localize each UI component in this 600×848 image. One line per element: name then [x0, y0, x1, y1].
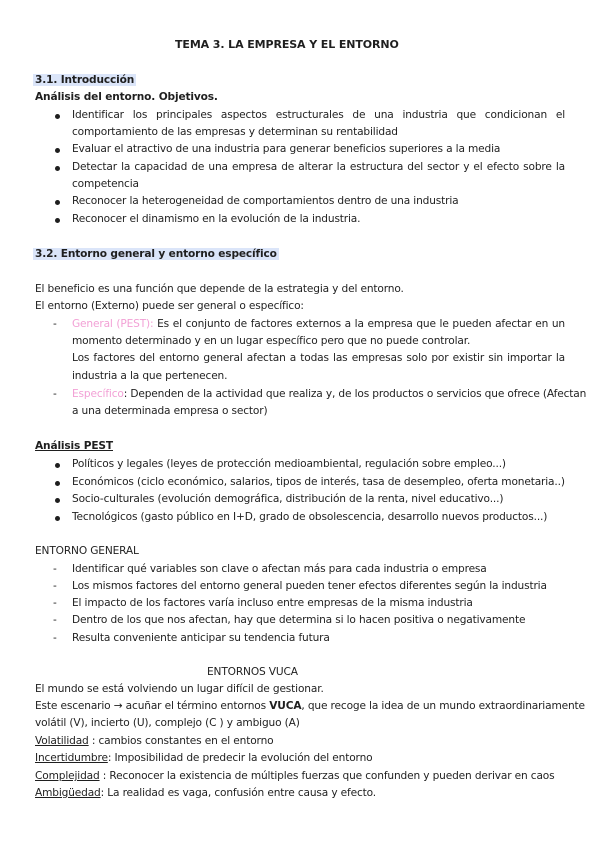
entorno-item: Dentro de los que nos afectan, hay que determina si lo hacen positiva o negativamente — [72, 614, 526, 626]
vuca-paragraph: Este escenario → acuñar el término entornos VUCA, que recoge la idea de un mundo extraordinariamente — [35, 700, 585, 712]
vuca-heading: ENTORNOS VUCA — [207, 666, 298, 678]
list-item: Reconocer el dinamismo en la evolución de la industria. — [72, 213, 361, 225]
pest-item: Políticos y legales (leyes de protección medioambiental, regulación sobre empleo...) — [72, 458, 506, 470]
especifico-definition: Específico: Dependen de la actividad que realiza y, de los productos o servicios que ofrece (Afectan — [72, 388, 587, 400]
vuca-paragraph: El mundo se está volviendo un lugar difícil de gestionar. — [35, 683, 324, 695]
list-item: Evaluar el atractivo de una industria para generar beneficios superiores a la media — [72, 143, 501, 155]
entorno-item: El impacto de los factores varía incluso entre empresas de la misma industria — [72, 597, 473, 609]
pest-item: Socio-culturales (evolución demográfica, distribución de la renta, nivel educativo...) — [72, 493, 504, 505]
dash-marker: - — [53, 563, 57, 575]
dash-marker: - — [53, 614, 57, 626]
vuca-definition: Incertidumbre: Imposibilidad de predecir la evolución del entorno — [35, 752, 373, 764]
bullet — [55, 148, 60, 153]
list-item: Reconocer la heterogeneidad de comportamientos dentro de una industria — [72, 195, 459, 207]
pest-heading: Análisis PEST — [35, 440, 113, 452]
bullet — [55, 166, 60, 171]
entorno-item: Identificar qué variables son clave o afectan más para cada industria o empresa — [72, 563, 487, 575]
entorno-item: Los mismos factores del entorno general pueden tener efectos diferentes según la industria — [72, 580, 547, 592]
bullet — [55, 481, 60, 486]
especifico-label: Específico — [72, 388, 124, 400]
vuca-definition: Ambigüedad: La realidad es vaga, confusión entre causa y efecto. — [35, 787, 377, 799]
general-definition-cont: Los factores del entorno general afectan a todas las empresas solo por existir sin importar la — [72, 352, 565, 364]
list-item: Detectar la capacidad de una empresa de alterar la estructura del sector y el efecto sobre la — [72, 161, 565, 173]
vuca-definition: Complejidad : Reconocer la existencia de múltiples fuerzas que confunden y pueden derivar en caos — [35, 770, 555, 782]
dash-marker: - — [53, 632, 57, 644]
general-definition: General (PEST): Es el conjunto de factores externos a la empresa que le pueden afectar en un — [72, 318, 565, 330]
section-subheading: Análisis del entorno. Objetivos. — [35, 91, 218, 103]
general-label: General (PEST): — [72, 318, 154, 330]
dash-marker: - — [53, 388, 57, 400]
section-heading-3-1: 3.1. Introducción — [35, 74, 135, 86]
general-definition-cont: industria a la que pertenecen. — [72, 370, 228, 382]
especifico-definition-cont: a una determinada empresa o sector) — [72, 405, 268, 417]
general-definition-cont: momento determinado y en un lugar específico pero que no puede controlar. — [72, 335, 471, 347]
section-heading-3-2: 3.2. Entorno general y entorno específico — [35, 248, 277, 260]
bullet — [55, 114, 60, 119]
bullet — [55, 200, 60, 205]
bullet — [55, 498, 60, 503]
entorno-item: Resulta conveniente anticipar su tendencia futura — [72, 632, 330, 644]
dash-marker: - — [53, 318, 57, 330]
bullet — [55, 218, 60, 223]
paragraph: El entorno (Externo) puede ser general o específico: — [35, 300, 304, 312]
pest-item: Económicos (ciclo económico, salarios, tipos de interés, tasa de desempleo, oferta monetaria..) — [72, 476, 565, 488]
pest-item: Tecnológicos (gasto público en I+D, grado de obsolescencia, desarrollo nuevos productos...) — [72, 511, 548, 523]
dash-marker: - — [53, 580, 57, 592]
vuca-definition: Volatilidad : cambios constantes en el entorno — [35, 735, 274, 747]
vuca-paragraph: volátil (V), incierto (U), complejo (C ) y ambiguo (A) — [35, 717, 300, 729]
entorno-general-heading: ENTORNO GENERAL — [35, 545, 139, 557]
bullet — [55, 463, 60, 468]
list-item-cont: competencia — [72, 178, 139, 190]
page-title: TEMA 3. LA EMPRESA Y EL ENTORNO — [175, 38, 399, 51]
paragraph: El beneficio es una función que depende de la estrategia y del entorno. — [35, 283, 404, 295]
dash-marker: - — [53, 597, 57, 609]
list-item: Identificar los principales aspectos estructurales de una industria que condicionan el — [72, 109, 565, 121]
bullet — [55, 516, 60, 521]
list-item-cont: comportamiento de las empresas y determinan su rentabilidad — [72, 126, 398, 138]
